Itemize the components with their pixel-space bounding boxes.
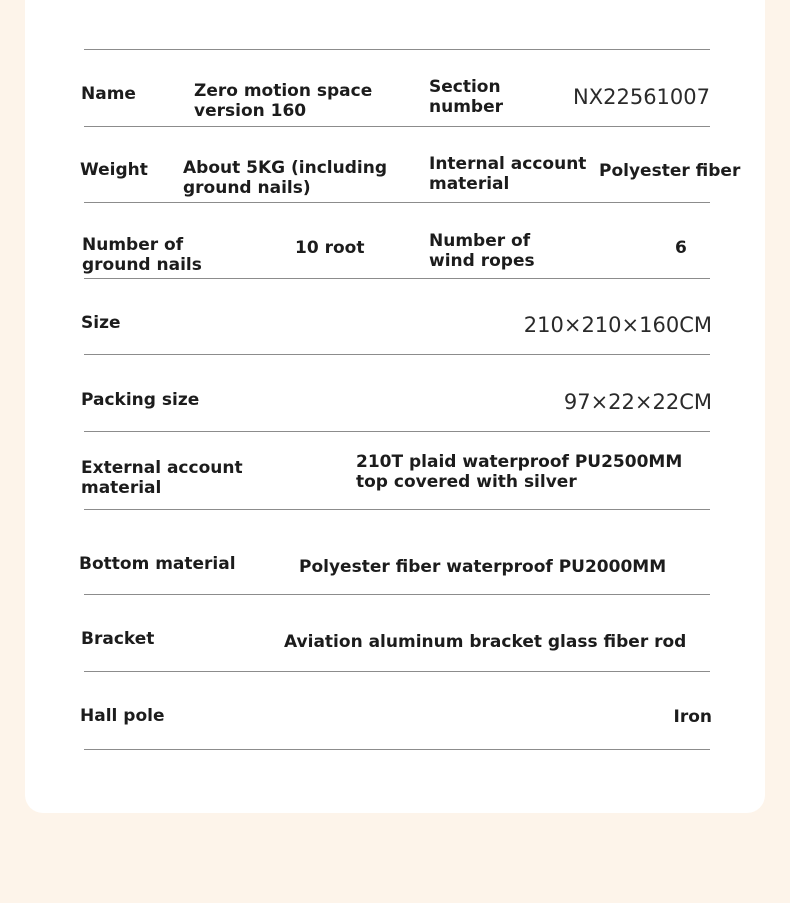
spec-label-name: Name [81,84,136,104]
spec-value-size: 210×210×160CM [523,313,712,337]
table-rule [84,671,710,672]
table-rule [84,509,710,510]
spec-label-bottom-material: Bottom material [79,554,236,574]
spec-label-packing-size: Packing size [81,390,200,410]
spec-value-hall-pole: Iron [673,707,712,727]
spec-value-ground-nails: 10 root [295,238,365,258]
spec-label-bracket: Bracket [81,629,155,649]
spec-value-weight: About 5KG (including ground nails) [183,158,387,198]
table-rule [84,594,710,595]
table-rule [84,126,710,127]
spec-label-section-number: Section number [429,77,504,117]
spec-value-wind-ropes: 6 [675,238,687,258]
spec-value-bottom-material: Polyester fiber waterproof PU2000MM [299,557,667,577]
spec-value-external-material: 210T plaid waterproof PU2500MM top covered with silver [356,452,683,492]
spec-value-internal-material: Polyester fiber [599,161,741,181]
spec-label-weight: Weight [80,160,148,180]
table-rule [84,202,710,203]
table-rule [84,431,710,432]
spec-label-hall-pole: Hall pole [80,706,165,726]
table-rule [84,278,710,279]
spec-value-packing-size: 97×22×22CM [563,390,712,414]
spec-label-wind-ropes: Number of wind ropes [429,231,535,271]
table-rule [84,49,710,50]
table-rule [84,354,710,355]
spec-label-internal-material: Internal account material [429,154,587,194]
spec-label-ground-nails: Number of ground nails [82,235,202,275]
spec-value-name: Zero motion space version 160 [194,81,373,121]
spec-label-size: Size [81,313,121,333]
spec-value-bracket: Aviation aluminum bracket glass fiber rod [284,632,687,652]
spec-label-external-material: External account material [81,458,243,498]
spec-value-section-number: NX22561007 [573,85,710,109]
table-rule [84,749,710,750]
